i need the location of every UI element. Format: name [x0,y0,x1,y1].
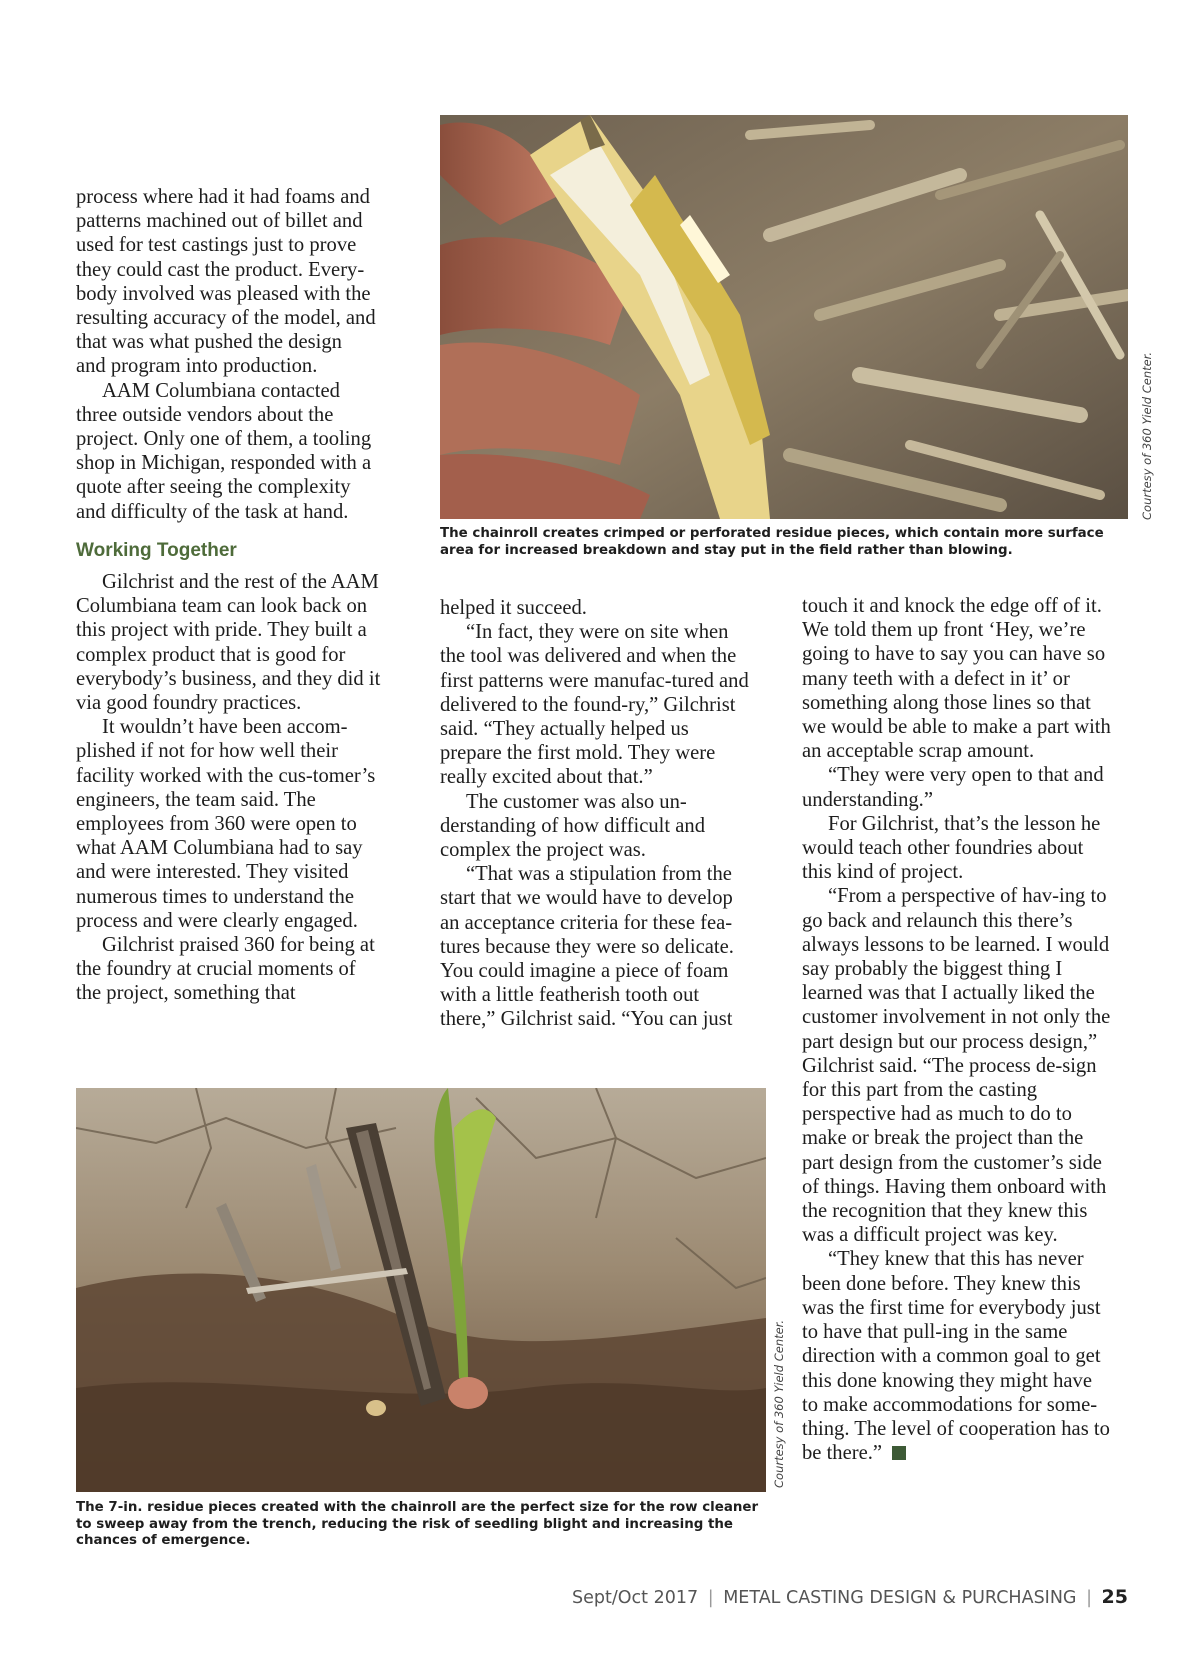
paragraph: Gilchrist praised 360 for being at the foundry at crucial moments of the project, something that [76,934,375,1005]
section-heading: Working Together [76,540,237,561]
photo-top-credit: Courtesy of 360 Yield Center. [1140,351,1154,520]
paragraph: “From a perspective of hav-ing to go back and relaunch this there’s always lessons to be learned. I would say probably the biggest thing I learned was that I actually liked the customer involvement in not only the part design but our process design,” Gilchrist said. “The process de-sign for this part from the casting perspective had as much to do to make or break the project than the part design from the customer’s side of things. Having them onboard with the recognition that they knew this was a difficult project was key. [802,885,1111,1247]
paragraph: Gilchrist and the rest of the AAM Columbiana team can look back on this project with pride. They built a complex product that is good for everybody’s business, and they did it via good foundry practices. [76,571,381,715]
paragraph: process where had it had foams and patterns machined out of billet and used for test castings just to prove they could cast the product. Every-body involved was pleased with the resulting accuracy of the model, and that was what pushed the design and program into production. [76,186,376,378]
col1-bottom-text [76,570,381,1006]
photo-bottom-image [76,1088,766,1492]
photo-bottom-credit: Courtesy of 360 Yield Center. [772,1319,786,1488]
col2-text [440,596,750,1032]
footer-issue: Sept/Oct 2017 [572,1588,699,1608]
paragraph [802,1247,1112,1465]
paragraph: touch it and knock the edge off of it. We told them up front ‘Hey, we’re going to have to say you can have so many teeth with a defect in it’ or something along those lines so that we would be able to make a part with an acceptable scrap amount. [802,595,1111,763]
col3-text [802,594,1112,1465]
paragraph: “They were very open to that and understanding.” [802,764,1104,811]
end-mark-icon [892,1446,906,1460]
paragraph: helped it succeed. [440,597,587,619]
paragraph: “In fact, they were on site when the tool was delivered and when the first patterns were manufac-tured and delivered to the found-ry,” Gilchrist said. “They actually helped us prepare the first mold. They were really excited about that.” [440,621,749,789]
photo-bottom [76,1088,766,1492]
paragraph: AAM Columbiana contacted three outside vendors about the project. Only one of them, a tooling shop in Michigan, responded with a quote after seeing the complexity and difficulty of the task at hand. [76,379,372,523]
paragraph-text: “They knew that this has never been done before. They knew this was the first time for everybody just to have that pull-ing in the same direction with a common goal to get this done knowing they might have to make accommodations for some-thing. The level of cooperation has to be there.” [802,1248,1110,1465]
photo-top-image [440,115,1128,519]
paragraph: For Gilchrist, that’s the lesson he would teach other foundries about this kind of project. [802,812,1101,884]
photo-top [440,115,1128,519]
col1-top-text [76,185,376,524]
paragraph: “That was a stipulation from the start that we would have to develop an acceptance criteria for these fea-tures because they were so delicate. You could imagine a piece of foam with a little featherish tooth out there,” Gilchrist said. “You can just [440,863,734,1031]
paragraph: It wouldn’t have been accom-plished if not for how well their facility worked with the cus-tomer’s engineers, the team said. The employees from 360 were open to what AAM Columbiana had to say and were interested. They visited numerous times to understand the process and were clearly engaged. [76,716,376,932]
page-footer [572,1586,1128,1608]
footer-separator: | [707,1588,714,1608]
footer-separator: | [1086,1588,1092,1608]
footer-publication: METAL CASTING DESIGN & PURCHASING [723,1588,1077,1608]
photo-bottom-caption: The 7-in. residue pieces created with the chainroll are the perfect size for the row cleaner to sweep away from the trench, reducing the risk of seedling blight and increasing the chances of emergence. [76,1500,759,1549]
photo-top-caption: The chainroll creates crimped or perforated residue pieces, which contain more surface area for increased breakdown and stay put in the field rather than blowing. [440,526,1104,558]
paragraph: The customer was also un-derstanding of how difficult and complex the project was. [440,790,705,862]
page-number: 25 [1101,1586,1128,1608]
